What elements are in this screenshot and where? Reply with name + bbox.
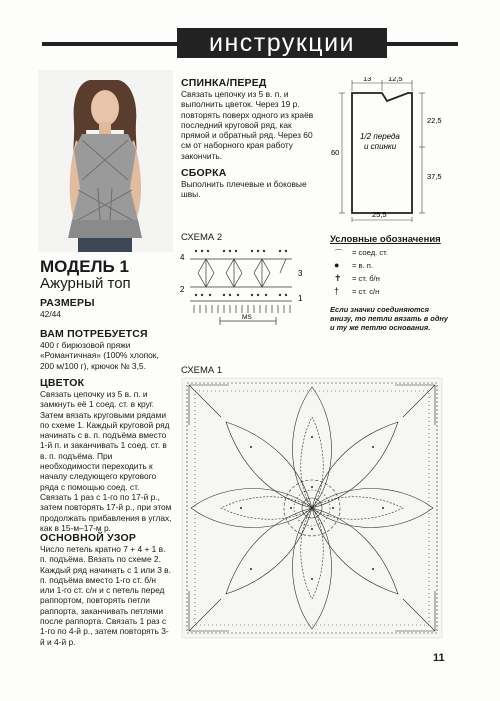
model-photo bbox=[38, 70, 173, 252]
flower-text: Связать цепочку из 5 в. п. и замкнуть её 1 соед. ст. в круг. Затем вязать круговыми рядами по схеме 1. Каждый круговой ряд начинать с в. п. подъёма вместо 1-й п. и заканчивать 1 соед. ст. в в. п. подъёма. При необходимости переходить к началу следующего кругового ряда с помощью соед. ст. Связать 1 раз с 1-го по 17-й р., затем повторять 17-й р., при этом продолжать прибавления в углах, как в 15-м–17-м р. bbox=[40, 389, 172, 533]
dim-right-bottom: 37,5 bbox=[427, 172, 442, 181]
row-number: 2 bbox=[180, 285, 185, 294]
schematic-label-1: 1/2 переда bbox=[360, 132, 400, 141]
legend-text: = ст. с/н bbox=[352, 287, 380, 296]
repeat-label: MS bbox=[242, 314, 252, 321]
dim-right-top: 22,5 bbox=[427, 116, 442, 125]
slip-stitch-icon: ⌒ bbox=[334, 249, 344, 259]
sizes-section bbox=[40, 297, 172, 319]
dim-bottom: 25,5 bbox=[372, 210, 387, 219]
row-number: 4 bbox=[180, 253, 185, 262]
legend-row bbox=[330, 248, 450, 258]
legend-row bbox=[330, 287, 450, 297]
legend bbox=[330, 234, 450, 332]
schematic-drawing bbox=[330, 77, 450, 222]
dim-top-left: 13 bbox=[363, 77, 372, 83]
pattern-section bbox=[40, 532, 172, 647]
flower-heading: ЦВЕТОК bbox=[40, 377, 85, 389]
assembly-text: Выполнить плечевые и боковые швы. bbox=[181, 179, 307, 200]
garment-schematic bbox=[330, 77, 450, 222]
model-photo-illustration bbox=[38, 70, 173, 252]
legend-text: = соед. ст. bbox=[352, 248, 388, 257]
legend-note: Если значки соединяются внизу, то петли вязать в одну и ту же петлю основания. bbox=[330, 305, 448, 332]
schema2-chart bbox=[180, 243, 315, 333]
assembly-section bbox=[181, 167, 321, 200]
materials-text: 400 г бирюзовой пряжи «Романтичная» (100% хлопок, 200 м/100 г), крючок № 3,5. bbox=[40, 340, 159, 371]
sizes-value: 42/44 bbox=[40, 309, 61, 319]
legend-title: Условные обозначения bbox=[330, 234, 441, 245]
sizes-heading: РАЗМЕРЫ bbox=[40, 297, 95, 309]
double-crochet-icon: † bbox=[334, 286, 340, 296]
pattern-heading: ОСНОВНОЙ УЗОР bbox=[40, 532, 137, 544]
legend-row bbox=[330, 261, 450, 271]
materials-section bbox=[40, 328, 172, 371]
pattern-text: Число петель кратно 7 + 4 + 1 в. п. подъёма. Вязать по схеме 2. Каждый ряд начинать с 1 или 3 в. п. подъёма вместо 1-го ст. б/н или 1-го ст. с/н и с петель перед раппортом, повторять петли раппорта, заканчивать петлями после раппорта. Связать 1 раз с 1-го по 4-й р., затем повторять 3-й и 4-й р. bbox=[40, 544, 171, 647]
materials-heading: ВАМ ПОТРЕБУЕТСЯ bbox=[40, 328, 148, 340]
dim-top-right: 12,5 bbox=[388, 77, 403, 83]
back-front-heading: СПИНКА/ПЕРЕД bbox=[181, 77, 267, 89]
schematic-label-2: и спинки bbox=[364, 142, 397, 151]
page-title: инструкции bbox=[208, 29, 356, 57]
chain-stitch-icon: ● bbox=[334, 260, 340, 270]
model-name: Ажурный топ bbox=[40, 275, 131, 292]
row-number: 1 bbox=[298, 294, 303, 303]
single-crochet-icon: ✝ bbox=[334, 273, 342, 283]
back-front-section bbox=[181, 77, 321, 161]
schema2-stitches bbox=[190, 259, 292, 325]
model-number: МОДЕЛЬ 1 bbox=[40, 257, 129, 276]
schema1-label: СХЕМА 1 bbox=[181, 365, 223, 376]
legend-text: = в. п. bbox=[352, 261, 374, 270]
legend-text: = ст. б/н bbox=[352, 274, 380, 283]
back-front-text: Связать цепочку из 5 в. п. и выполнить цветок. Через 19 р. повторять поверх одного из краёв последний круговой ряд, как прямой и обратный ряд. Через 60 см от наборного края работу закончить. bbox=[181, 89, 314, 161]
schema1-chart bbox=[181, 377, 443, 639]
header-banner bbox=[42, 28, 458, 58]
row-number: 3 bbox=[298, 269, 303, 278]
page-number: 11 bbox=[433, 652, 445, 664]
schema2-drawing bbox=[180, 243, 315, 333]
assembly-heading: СБОРКА bbox=[181, 167, 227, 179]
schema1-drawing bbox=[181, 377, 443, 639]
schema2-label: СХЕМА 2 bbox=[181, 232, 223, 243]
dim-left: 60 bbox=[331, 148, 340, 157]
flower-section bbox=[40, 377, 172, 533]
legend-row bbox=[330, 274, 450, 284]
